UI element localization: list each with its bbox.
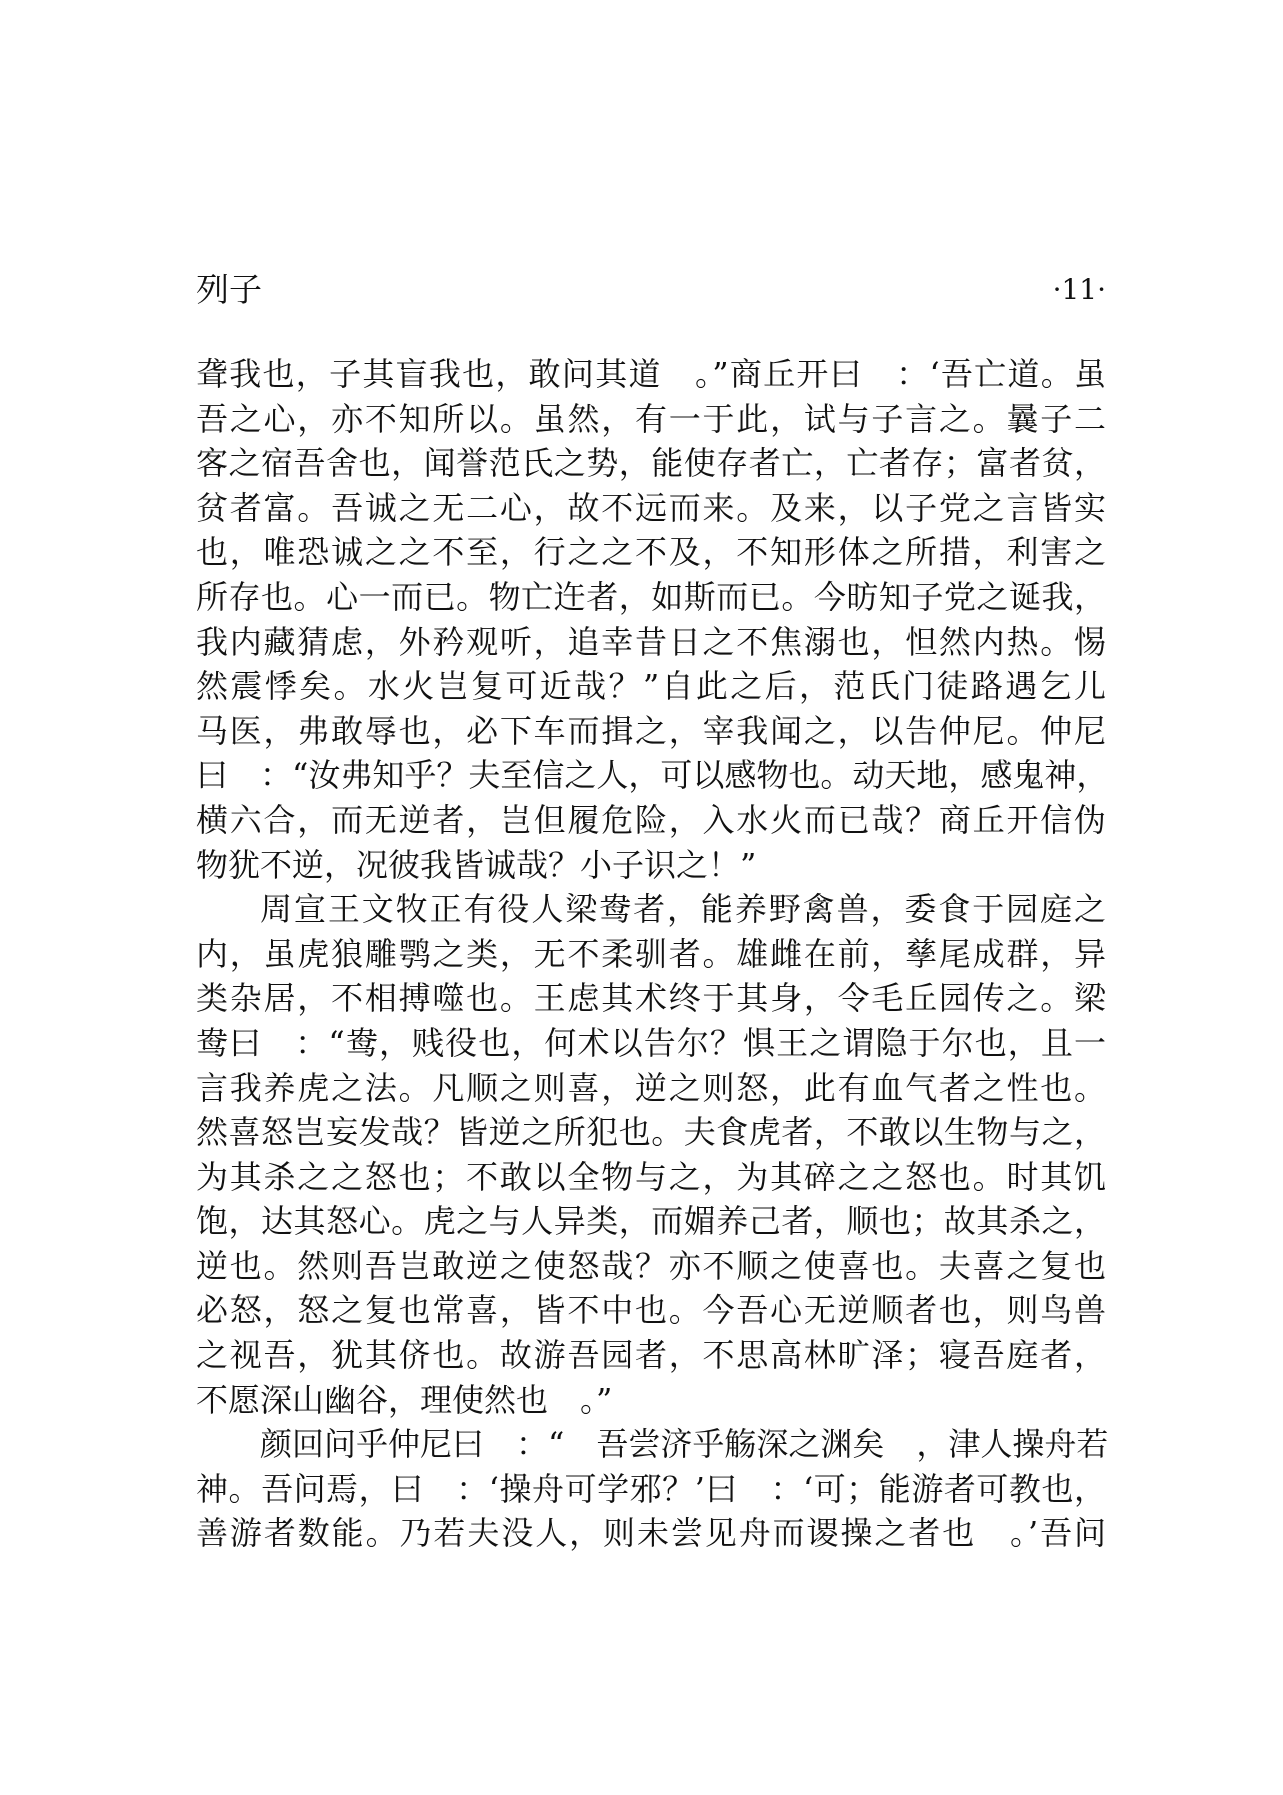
text-line: 贫者富。吾诚之无二心，故不远而来。及来，以子党之言皆实 (196, 488, 1106, 527)
text-line: 颜回问乎仲尼曰 ：“ 吾尝济乎觞深之渊矣 ，津人操舟若 (260, 1425, 1109, 1464)
text-line: 内，虽虎狼雕鹗之类，无不柔驯者。雄雌在前，孳尾成群，异 (196, 934, 1106, 973)
text-line: 饱，达其怒心。虎之与人异类，而媚养己者，顺也；故其杀之， (196, 1202, 1106, 1241)
text-line: 神。吾问焉，曰 ：‘操舟可学邪？’曰 ：‘可；能游者可教也， (196, 1469, 1106, 1508)
text-line: 曰 ：“汝弗知乎？夫至信之人，可以感物也。动天地，感鬼神， (196, 756, 1109, 795)
text-line: 鸯曰 ：“鸯，贱役也，何术以告尔？惧王之谓隐于尔也，且一 (196, 1023, 1106, 1062)
text-line: 所存也。心一而已。物亡迕者，如斯而已。今昉知子党之诞我， (196, 577, 1106, 616)
text-line: 然震悸矣。水火岂复可近哉？”自此之后，范氏门徒路遇乞儿 (196, 667, 1106, 706)
text-line: 必怒，怒之复也常喜，皆不中也。今吾心无逆顺者也，则鸟兽 (196, 1291, 1106, 1330)
text-line: 善游者数能。乃若夫没人，则未尝见舟而谡操之者也 。’吾问 (196, 1514, 1106, 1553)
text-line: 物犹不逆，况彼我皆诚哉？小子识之！” (196, 845, 757, 884)
text-line: 类杂居，不相搏噬也。王虑其术终于其身，令毛丘园传之。梁 (196, 979, 1106, 1018)
text-line: 然喜怒岂妄发哉？皆逆之所犯也。夫食虎者，不敢以生物与之， (196, 1113, 1106, 1152)
text-line: 马医，弗敢辱也，必下车而揖之，宰我闻之，以告仲尼。仲尼 (196, 711, 1106, 750)
text-line: 我内藏猜虑，外矜观听，追幸昔日之不焦溺也，怛然内热。惕 (196, 622, 1106, 661)
text-line: 横六合，而无逆者，岂但履危险，入水火而已哉？商丘开信伪 (196, 800, 1106, 839)
text-line: 为其杀之之怒也；不敢以全物与之，为其碎之之怒也。时其饥 (196, 1157, 1106, 1196)
text-line: 聋我也，子其盲我也，敢问其道 。”商丘开曰 ：‘吾亡道。虽 (196, 355, 1106, 393)
text-line: 之视吾，犹其侪也。故游吾园者，不思高林旷泽；寝吾庭者， (196, 1336, 1106, 1375)
book-title: 列子 (196, 270, 262, 309)
body-text (196, 352, 1109, 1556)
text-line: 吾之心，亦不知所以。虽然，有一于此，试与子言之。曩子二 (196, 399, 1106, 438)
text-line: 逆也。然则吾岂敢逆之使怒哉？亦不顺之使喜也。夫喜之复也 (196, 1246, 1106, 1285)
page-number: ·11· (1052, 273, 1106, 306)
text-line: 周宣王文牧正有役人梁鸯者，能养野禽兽，委食于园庭之 (260, 890, 1106, 929)
running-header (196, 268, 1106, 312)
text-line: 客之宿吾舍也，闻誉范氏之势，能使存者亡，亡者存；富者贫， (196, 444, 1106, 483)
text-line: 不愿深山幽谷，理使然也 。” (196, 1380, 613, 1419)
text-line: 也，唯恐诚之之不至，行之之不及，不知形体之所措，利害之 (196, 533, 1106, 572)
text-line: 言我养虎之法。凡顺之则喜，逆之则怒，此有血气者之性也。 (196, 1068, 1106, 1107)
